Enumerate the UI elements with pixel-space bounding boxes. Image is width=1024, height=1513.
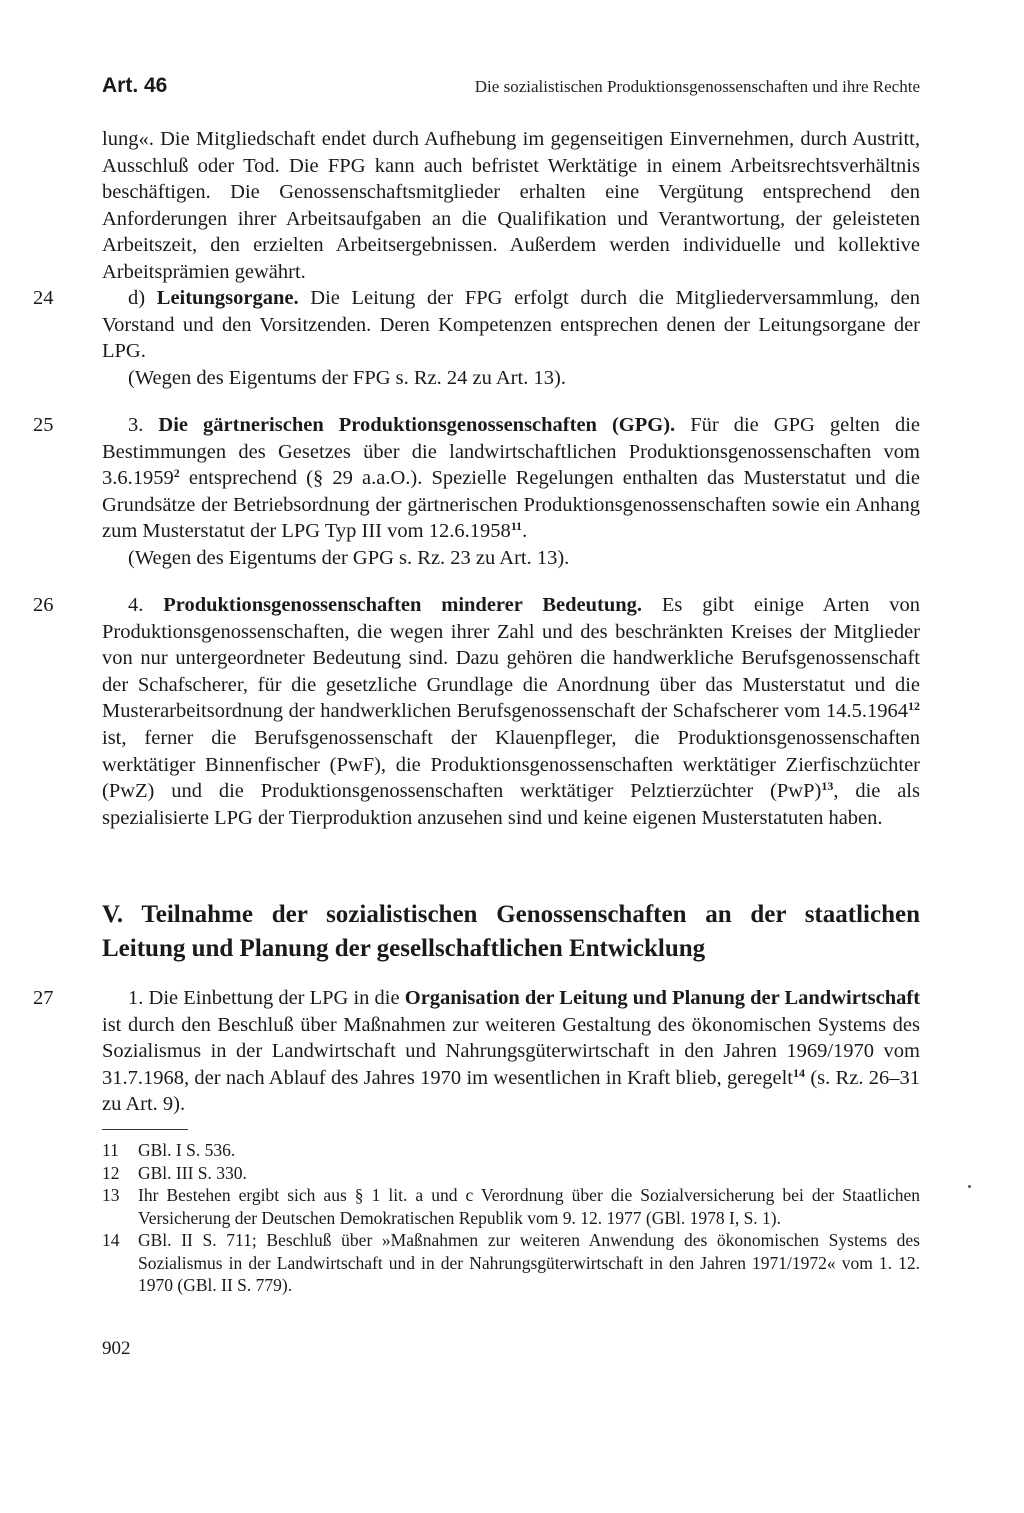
rz25-note: (Wegen des Eigentums der GPG s. Rz. 23 zu Art. 13). — [128, 546, 570, 569]
footnote-item — [102, 1139, 920, 1162]
rz25-label: 3. — [128, 414, 144, 436]
footnote-number: 14 — [102, 1230, 120, 1250]
footnote-ref-14: 14 — [793, 1065, 805, 1080]
rz26-text-b: ist, ferner die Berufsgenossenschaft der Klauenpfleger, die Produktionsgenossenschaften werktätiger Binnenfischer (PwF), die Produktionsgenossenschaften werktätiger Zierfischzüchter (PwZ) und die Produktionsgenossenschaften werktätiger Pelztierzüchter (PwP) — [102, 726, 920, 803]
footnote-number: 11 — [102, 1140, 119, 1160]
rz24-body — [102, 285, 920, 365]
page-number: 902 — [102, 1338, 131, 1359]
rz27-body — [102, 985, 920, 1118]
margin-number-24: 24 — [33, 287, 54, 309]
footnote-text: GBl. II S. 711; Beschluß über »Maßnahmen zur weiteren Anwendung des ökonomischen Systems des Sozialismus in der Landwirtschaft und in der Nahrungsgüterwirtschaft in den Jahren 1971/1972« vom 1. 12. 1970 (GBl. II S. 779). — [138, 1230, 920, 1295]
footnote-divider — [102, 1129, 188, 1130]
footnote-item — [102, 1162, 920, 1185]
rz27-heading: Organisation der Leitung und Planung der Landwirtschaft — [404, 987, 921, 1009]
rz25-text-b: entsprechend (§ 29 a.a.O.). Spezielle Regelungen enthalten das Musterstatut und die Grundsätze der Betriebsordnung der gärtnerischen Produktionsgenossenschaften sowie ein Anhang zum Musterstatut der LPG Typ III vom 12.6.1958 — [102, 467, 920, 543]
rz26-label: 4. — [128, 594, 144, 616]
rz25-body — [102, 412, 920, 545]
rz24-note: (Wegen des Eigentums der FPG s. Rz. 24 zu Art. 13). — [128, 366, 566, 389]
footnote-text: Ihr Bestehen ergibt sich aus § 1 lit. a und c Verordnung über die Sozialversicherung bei der Staatlichen Versicherung der Deutschen Demokratischen Republik vom 9. 12. 1977 (GBl. 1978 I, S. 1). — [138, 1185, 920, 1228]
article-number: Art. 46 — [102, 74, 168, 97]
running-title: Die sozialistischen Produktionsgenossenschaften und ihre Rechte — [474, 77, 920, 96]
footnote-text: GBl. III S. 330. — [138, 1162, 247, 1183]
paragraph-rz25 — [102, 412, 920, 572]
rz27-text-b: ist durch den Beschluß über Maßnahmen zur weiteren Gestaltung des ökonomischen Systems des Sozialismus in der Landwirtschaft und Nahrungsgüterwirtschaft in den Jahren 1969/1970 vom 31.7.1968, der nach Ablauf des Jahres 1970 im wesentlichen in Kraft blieb, geregelt — [102, 1013, 920, 1089]
rz26-text-a: Es gibt einige Arten von Produktionsgenossenschaften, die wegen ihrer Zahl und des beschränkten Kreises der Mitglieder von nur untergeordneter Bedeutung sind. Dazu gehören die handwerkliche Berufsgenossenschaft der Schafscherer, für die gesetzliche Grundlage die Anordnung über das Musterstatut und die Musterarbeitsordnung der handwerklichen Berufsgenossenschaft der Schafscherer vom 14.5.1964 — [102, 594, 921, 723]
section-heading — [102, 898, 920, 966]
footnote-item — [102, 1229, 920, 1297]
footnote-number: 13 — [102, 1185, 120, 1205]
footnote-ref-13: 13 — [821, 779, 834, 794]
footnotes — [102, 1139, 920, 1297]
rz26-text-c: , die als spezialisierte LPG der Tierproduktion anzusehen sind und keine eigenen Musterstatuten haben. — [102, 780, 920, 829]
footnote-item — [102, 1184, 920, 1229]
margin-number-25: 25 — [33, 414, 54, 436]
rz26-body — [102, 592, 920, 831]
rz24-text: Die Leitung der FPG erfolgt durch die Mitgliederversammlung, den Vorstand und den Vorsitzenden. Deren Kompetenzen entsprechen denen der Leitungsorgane der LPG. — [102, 287, 921, 363]
scan-speck — [968, 1185, 971, 1188]
footnote-number: 12 — [102, 1162, 120, 1183]
paragraph-rz24 — [102, 285, 920, 391]
section-title: Teilnahme der sozialistischen Genossenschaften an der staatlichen Leitung und Planung der gesellschaftlichen Entwicklung — [102, 901, 920, 962]
rz27-label: 1. — [128, 987, 144, 1009]
rz26-heading: Produktionsgenossenschaften minderer Bedeutung. — [163, 594, 643, 616]
margin-number-26: 26 — [33, 594, 54, 616]
rz27-text-c: (s. Rz. 26–31 zu Art. 9). — [102, 1066, 920, 1116]
rz24-heading: Leitungsorgane. — [156, 287, 299, 309]
margin-number-27: 27 — [33, 987, 54, 1009]
rz25-text-c: . — [522, 520, 528, 543]
footnote-text: GBl. I S. 536. — [138, 1140, 236, 1160]
intro-text: lung«. Die Mitgliedschaft endet durch Aufhebung im gegenseitigen Einvernehmen, durch Austritt, Ausschluß oder Tod. Die FPG kann auch befristet Werktätige in einem Arbeitsrechtsverhältnis beschäftigen. Die Genossenschaftsmitglieder erhalten eine Vergütung entsprechend den Anforderungen ihrer Arbeitsaufgaben an die Qualifikation und Verantwortung, der geleisteten Arbeitszeit, den erzielten Arbeitsergebnissen. Außerdem werden individuelle und kollektive Arbeitsprämien gewährt. — [102, 128, 920, 283]
rz25-text-a: Für die GPG gelten die Bestimmungen des Gesetzes über die landwirtschaftlichen Produktionsgenossenschaften vom 3.6.1959 — [102, 414, 921, 490]
footnote-ref-11: 11 — [510, 519, 523, 534]
footnote-ref-12: 12 — [908, 699, 920, 714]
section-number: V. — [102, 901, 124, 928]
intro-paragraph — [102, 126, 920, 286]
rz27-text-a: Die Einbettung der LPG in die — [148, 987, 400, 1009]
footnote-ref-2: 2 — [173, 466, 180, 481]
rz25-heading: Die gärtnerischen Produktionsgenossenschaften (GPG). — [158, 414, 676, 436]
paragraph-rz26 — [102, 592, 920, 831]
rz24-label: d) — [128, 287, 146, 309]
paragraph-rz27 — [102, 985, 920, 1118]
